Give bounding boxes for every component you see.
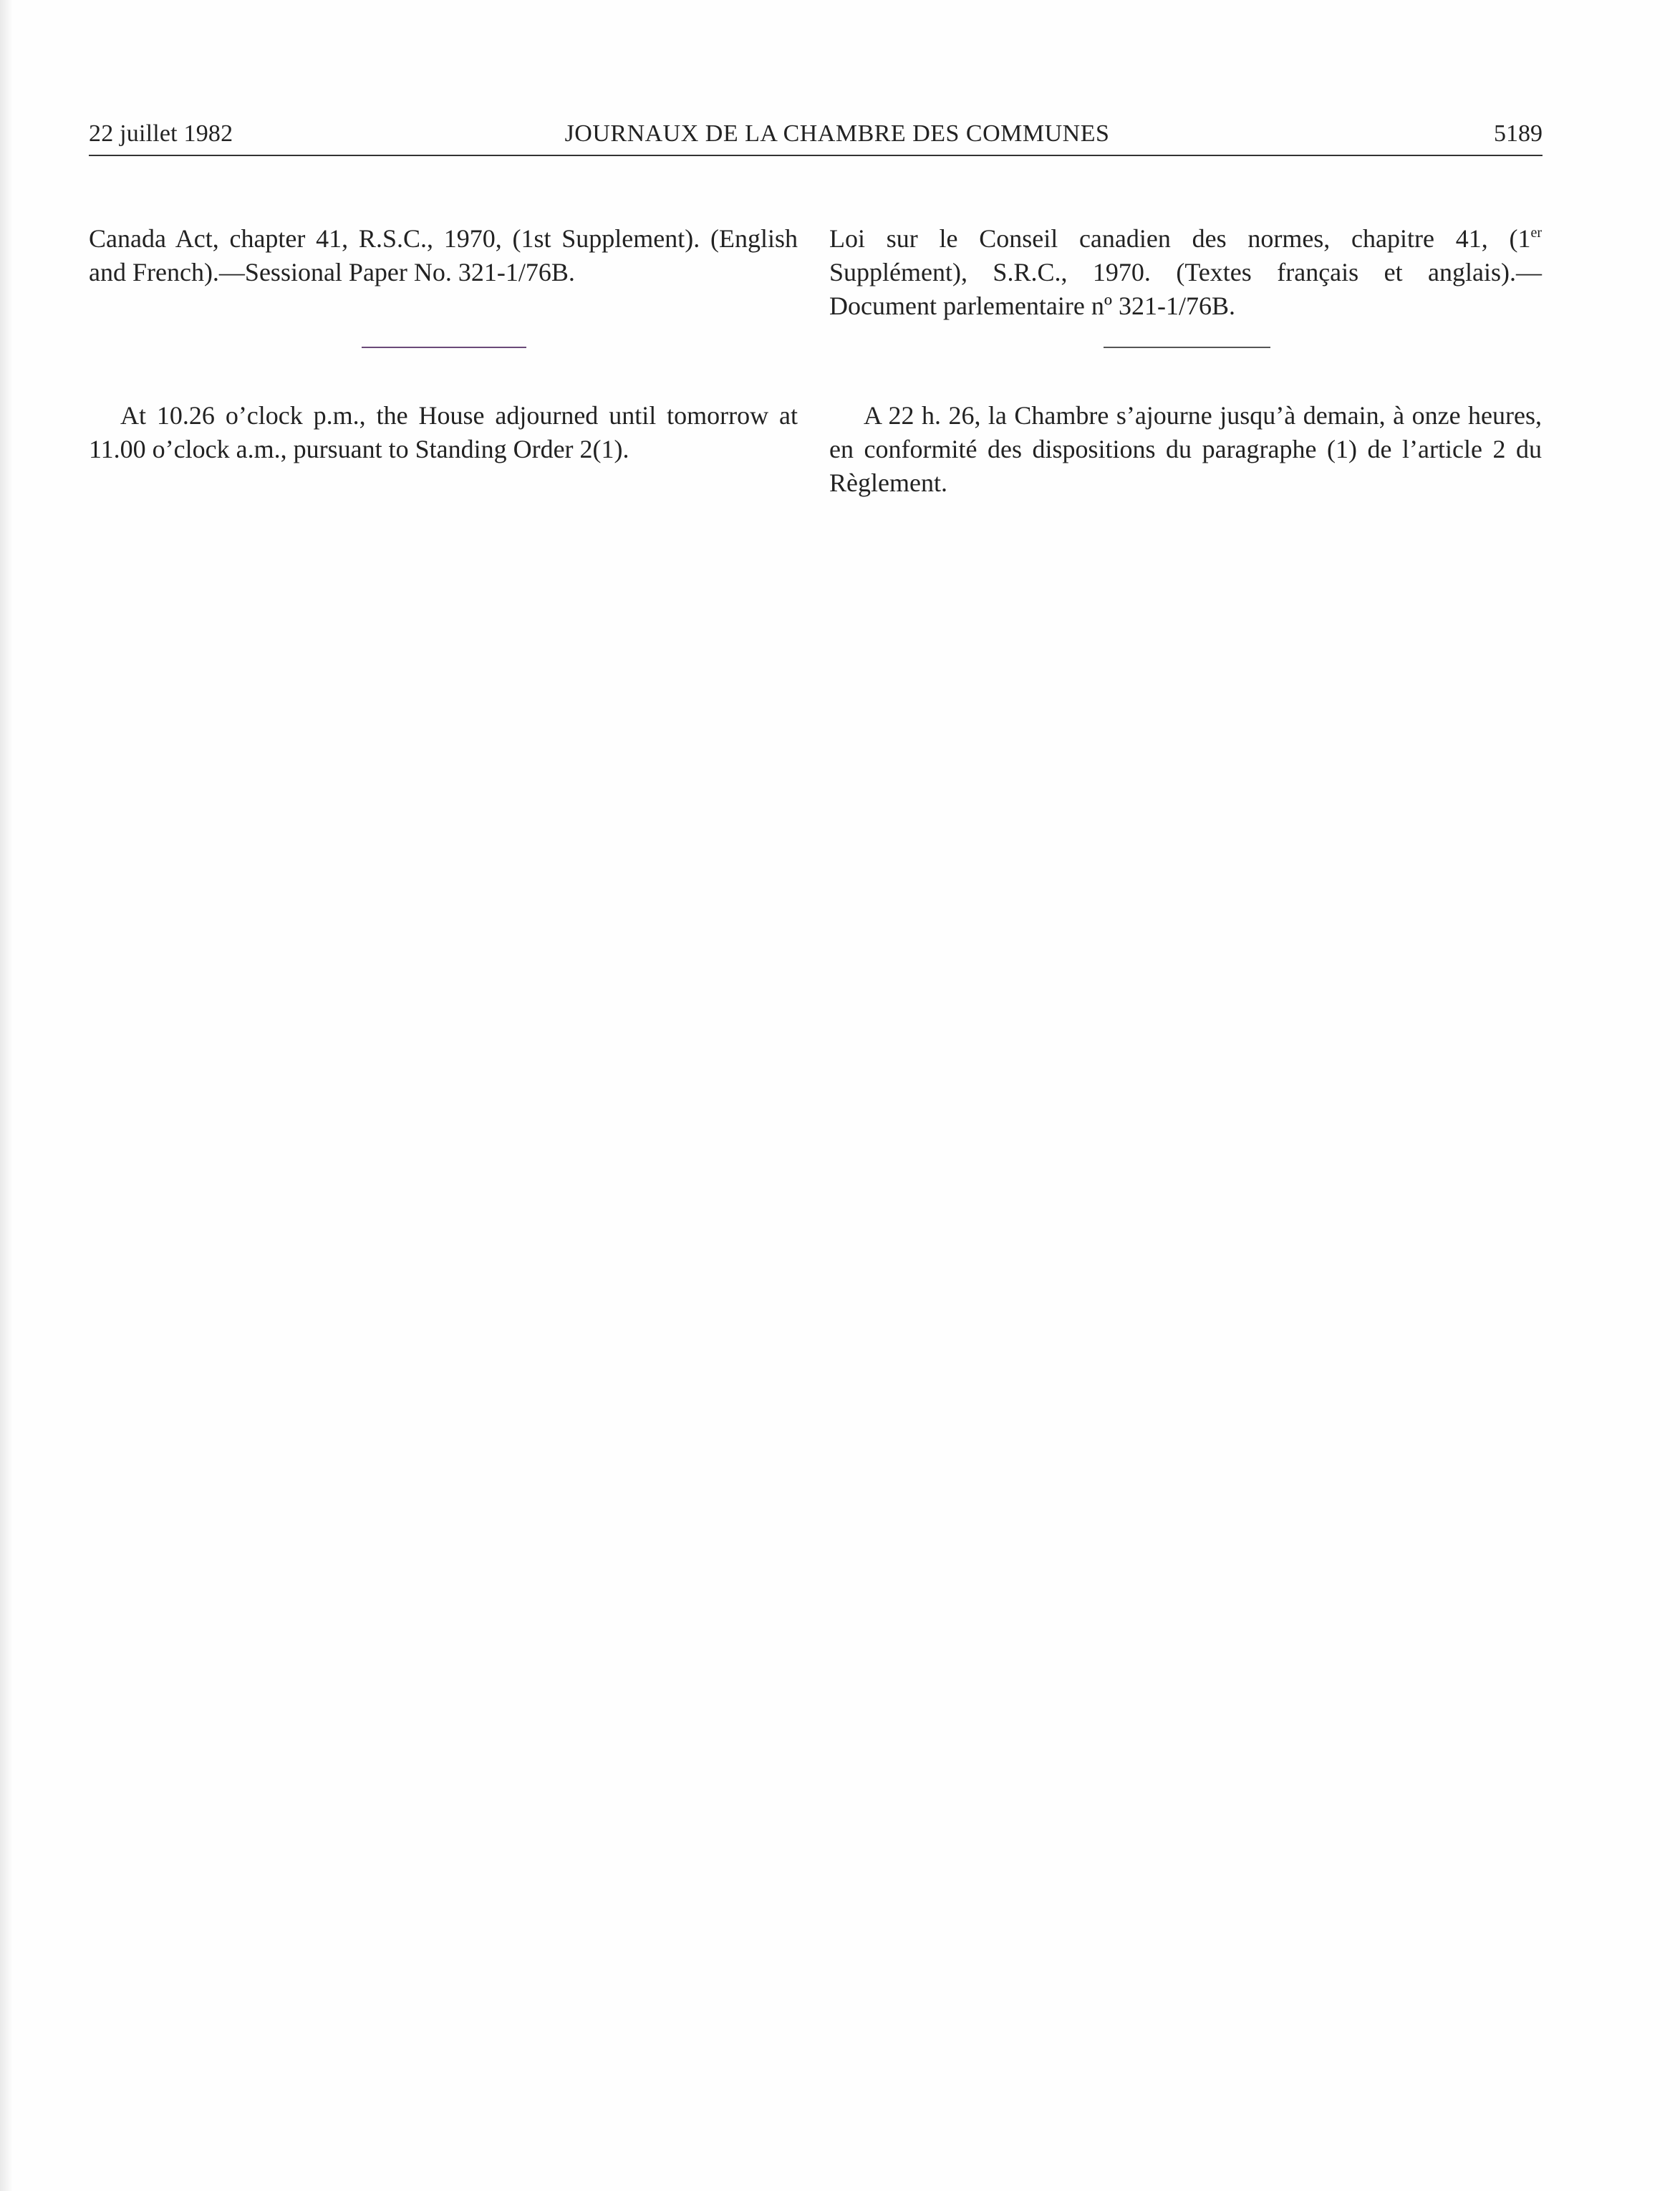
english-section-separator — [362, 347, 526, 348]
french-section-separator — [1104, 347, 1270, 348]
english-adjournment-text: At 10.26 o’clock p.m., the House adjourned until tomorrow at 11.00 o’clock a.m., pursuant to Standing Order 2(1). — [89, 401, 798, 463]
header-title: JOURNAUX DE LA CHAMBRE DES COMMUNES — [564, 120, 1110, 147]
french-column-entry — [829, 222, 1542, 323]
english-column-entry — [89, 222, 798, 289]
header-rule — [89, 155, 1543, 156]
superscript-er: er — [1530, 225, 1542, 241]
french-adjournment-entry — [829, 399, 1542, 500]
header-date: 22 juillet 1982 — [89, 120, 233, 147]
scan-margin-shadow — [0, 0, 13, 2191]
french-text-part1: Loi sur le Conseil canadien des normes, chapitre 41, (1 — [829, 224, 1531, 253]
french-adjournment-text: A 22 h. 26, la Chambre s’ajourne jusqu’à demain, à onze heures, en conformité des dispositions du paragraphe (1) de l’article 2 du Règlement. — [829, 401, 1542, 497]
french-sessional-paper-text — [829, 222, 1542, 323]
english-sessional-paper-text: Canada Act, chapter 41, R.S.C., 1970, (1st Supplement). (English and French).—Sessional Paper No. 321-1/76B. — [89, 224, 798, 286]
french-text-part2: Supplément), S.R.C., 1970. (Textes français et anglais).— Document parlementaire nº 321-1/76B. — [829, 258, 1542, 320]
header-page-number: 5189 — [1494, 120, 1543, 147]
page-header — [89, 120, 1543, 156]
english-adjournment-entry — [89, 399, 798, 466]
